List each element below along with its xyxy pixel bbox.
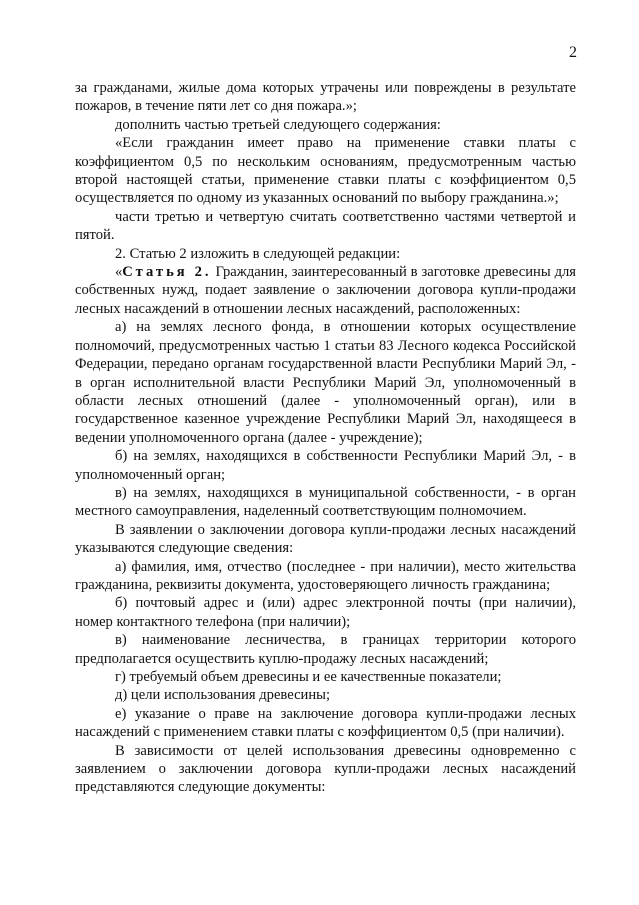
document-body xyxy=(75,79,576,797)
paragraph: дополнить частью третьей следующего содержания: xyxy=(115,116,441,133)
paragraph: части третью и четвертую считать соответственно частями четвертой и пятой. xyxy=(75,208,576,244)
list-item: е) указание о праве на заключение договора купли-продажи лесных насаждений с применением ставки платы с коэффициентом 0,5 (при наличии). xyxy=(75,705,576,741)
article-paragraph xyxy=(75,263,576,318)
list-item: в) наименование лесничества, в границах территории которого предполагается осуществить куплю-продажу лесных насаждений; xyxy=(75,632,576,667)
paragraph: В заявлении о заключении договора купли-продажи лесных насаждений указываются следующие сведения: xyxy=(75,521,576,557)
list-item: в) на землях, находящихся в муниципальной собственности, - в орган местного самоуправления, наделенный соответствующим полномочием. xyxy=(75,484,576,520)
list-item: г) требуемый объем древесины и ее качественные показатели; xyxy=(115,669,502,685)
page-number: 2 xyxy=(569,44,577,61)
list-item: а) фамилия, имя, отчество (последнее - при наличии), место жительства гражданина, реквизиты документа, удостоверяющего личность гражданина; xyxy=(75,558,576,593)
paragraph: за гражданами, жилые дома которых утрачены или повреждены в результате пожаров, в течение пяти лет со дня пожара.»; xyxy=(75,80,576,115)
opening-quote: « xyxy=(115,264,123,281)
list-item: а) на землях лесного фонда, в отношении которых осуществление полномочий, предусмотренных частью 1 статьи 83 Лесного кодекса Российской Федерации, передано органам государственной власти Республики Марий Эл, - в орган исполнительной власти Республики Марий Эл, уполномоченный в области лесных отношений (далее - уполномоченный орган), или в государственное казенное учреждение Республики Марий Эл, находящееся в ведении уполномоченного органа (далее - учреждение); xyxy=(75,319,576,446)
paragraph: В зависимости от целей использования древесины одновременно с заявлением о заключении договора купли-продажи лесных насаждений представляются следующие документы: xyxy=(75,742,576,796)
list-item: д) цели использования древесины; xyxy=(115,687,331,704)
article-heading: Статья 2. xyxy=(122,264,212,281)
list-item: б) на землях, находящихся в собственности Республики Марий Эл, - в уполномоченный орган; xyxy=(75,448,576,483)
list-item: б) почтовый адрес и (или) адрес электронной почты (при наличии), номер контактного телефона (при наличии); xyxy=(75,595,576,630)
article-text: Гражданин, заинтересованный в заготовке древесины для собственных нужд, подает заявление о заключении договора купли-продажи лесных насаждений в отношении лесных насаждений, расположенных: xyxy=(75,264,576,317)
paragraph: «Если гражданин имеет право на применение ставки платы с коэффициентом 0,5 по нескольким основаниям, предусмотренным частью второй настоящей статьи, применение ставки платы с коэффициентом 0,5 осуществляется по одному из указанных оснований по выбору гражданина.»; xyxy=(75,135,576,207)
paragraph: 2. Статью 2 изложить в следующей редакции: xyxy=(115,245,401,262)
